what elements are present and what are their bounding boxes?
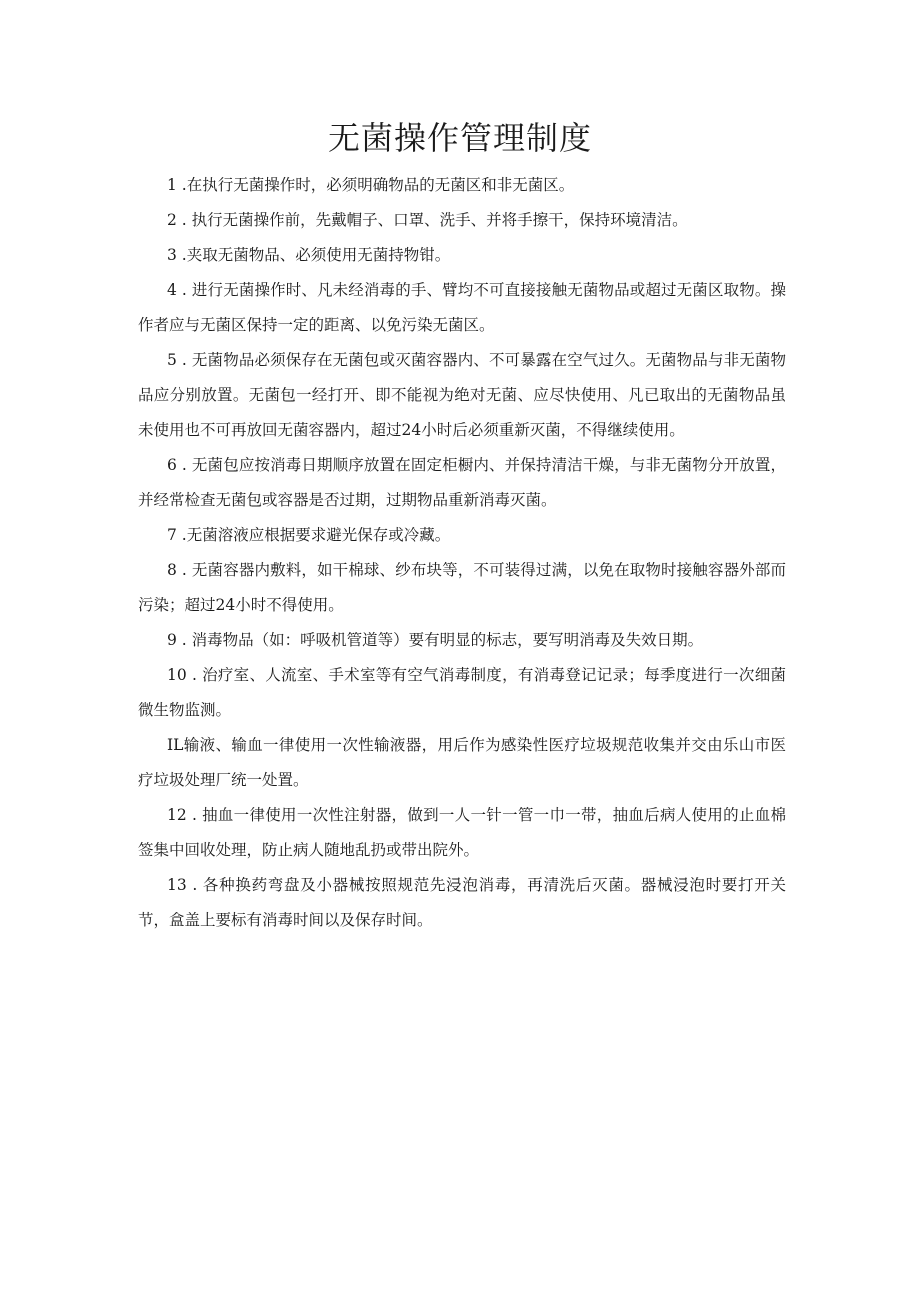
rule-item-3: 3 .夹取无菌物品、必须使用无菌持物钳。 <box>167 246 451 264</box>
rule-item-6: 6 . 无菌包应按消毒日期顺序放置在固定柜橱内、并保持清洁干燥，与非无菌物分开放置，并经常检查无菌包或容器是否过期，过期物品重新消毒灭菌。 <box>138 456 786 509</box>
rule-item-7: 7 .无菌溶液应根据要求避光保存或冷藏。 <box>167 526 451 544</box>
rule-item-9: 9 . 消毒物品（如：呼吸机管道等）要有明显的标志，要写明消毒及失效日期。 <box>167 631 704 649</box>
document-title: 无菌操作管理制度 <box>327 119 592 157</box>
rule-item-12: 12 . 抽血一律使用一次性注射器，做到一人一针一管一巾一带，抽血后病人使用的止血棉签集中回收处理，防止病人随地乱扔或带出院外。 <box>138 806 786 859</box>
rule-item-11: IL输液、输血一律使用一次性输液器，用后作为感染性医疗垃圾规范收集并交由乐山市医疗垃圾处理厂统一处置。 <box>138 736 786 789</box>
rule-item-2: 2 . 执行无菌操作前，先戴帽子、口罩、洗手、并将手擦干，保持环境清洁。 <box>167 211 688 229</box>
rule-item-4: 4 . 进行无菌操作时、凡未经消毒的手、臂均不可直接接触无菌物品或超过无菌区取物。操作者应与无菌区保持一定的距离、以免污染无菌区。 <box>138 281 786 334</box>
rule-item-1: 1 .在执行无菌操作时，必须明确物品的无菌区和非无菌区。 <box>167 176 575 194</box>
rule-item-8: 8 . 无菌容器内敷料，如干棉球、纱布块等，不可装得过满，以免在取物时接触容器外部而污染；超过24小时不得使用。 <box>138 561 786 614</box>
rule-item-5: 5 . 无菌物品必须保存在无菌包或灭菌容器内、不可暴露在空气过久。无菌物品与非无菌物品应分别放置。无菌包一经打开、即不能视为绝对无菌、应尽快使用、凡已取出的无菌物品虽未使用也不可再放回无菌容器内，超过24小时后必须重新灭菌，不得继续使用。 <box>138 351 786 439</box>
rule-item-13: 13 . 各种换药弯盘及小器械按照规范先浸泡消毒，再清洗后灭菌。器械浸泡时要打开关节，盒盖上要标有消毒时间以及保存时间。 <box>138 876 786 929</box>
rule-item-10: 10 . 治疗室、人流室、手术室等有空气消毒制度，有消毒登记记录；每季度进行一次细菌微生物监测。 <box>138 666 786 719</box>
document-body <box>138 168 786 938</box>
